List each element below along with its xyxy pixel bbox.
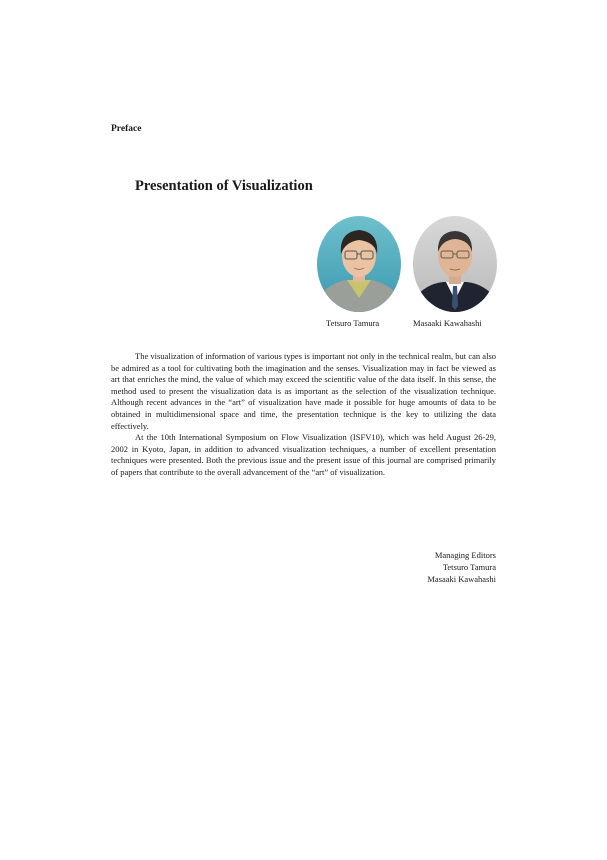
portrait-photo-tamura — [317, 216, 401, 312]
portrait-caption-tamura: Tetsuro Tamura — [326, 318, 380, 328]
section-label: Preface — [111, 124, 142, 134]
signature-block — [427, 549, 496, 585]
portrait-caption-kawahashi: Masaaki Kawahashi — [413, 318, 482, 328]
paragraph: At the 10th International Symposium on Flow Visualization (ISFV10), which was held August 26-29, 2002 in Kyoto, Japan, in addition to advanced visualization techniques, a number of excellent presentation techniques were presented. Both the previous issue and the present issue of this journal are comprised primarily of papers that contribute to the overall advancement of the “art” of visualization. — [111, 432, 496, 477]
signature-name: Masaaki Kawahashi — [427, 574, 496, 584]
signature-name: Tetsuro Tamura — [442, 562, 496, 572]
portrait-photo-kawahashi — [413, 216, 497, 312]
body-text — [111, 351, 496, 479]
signature-role: Managing Editors — [434, 550, 496, 560]
article-title: Presentation of Visualization — [135, 178, 313, 194]
paragraph: The visualization of information of various types is important not only in the technical realm, but can also be admired as a tool for cultivating both the imagination and the senses. Visualization may in fact be viewed as art that enriches the mind, the value of which may exceed the scientific value of the data itself. In this sense, the method used to present the visualization data is as important as the selection of the visualization technique. Although recent advances in the “art” of visualization have made it possible for huge amounts of data to be obtained in multidimensional space and time, the presentation technique is the key to utilizing the data effectively. — [111, 351, 496, 431]
